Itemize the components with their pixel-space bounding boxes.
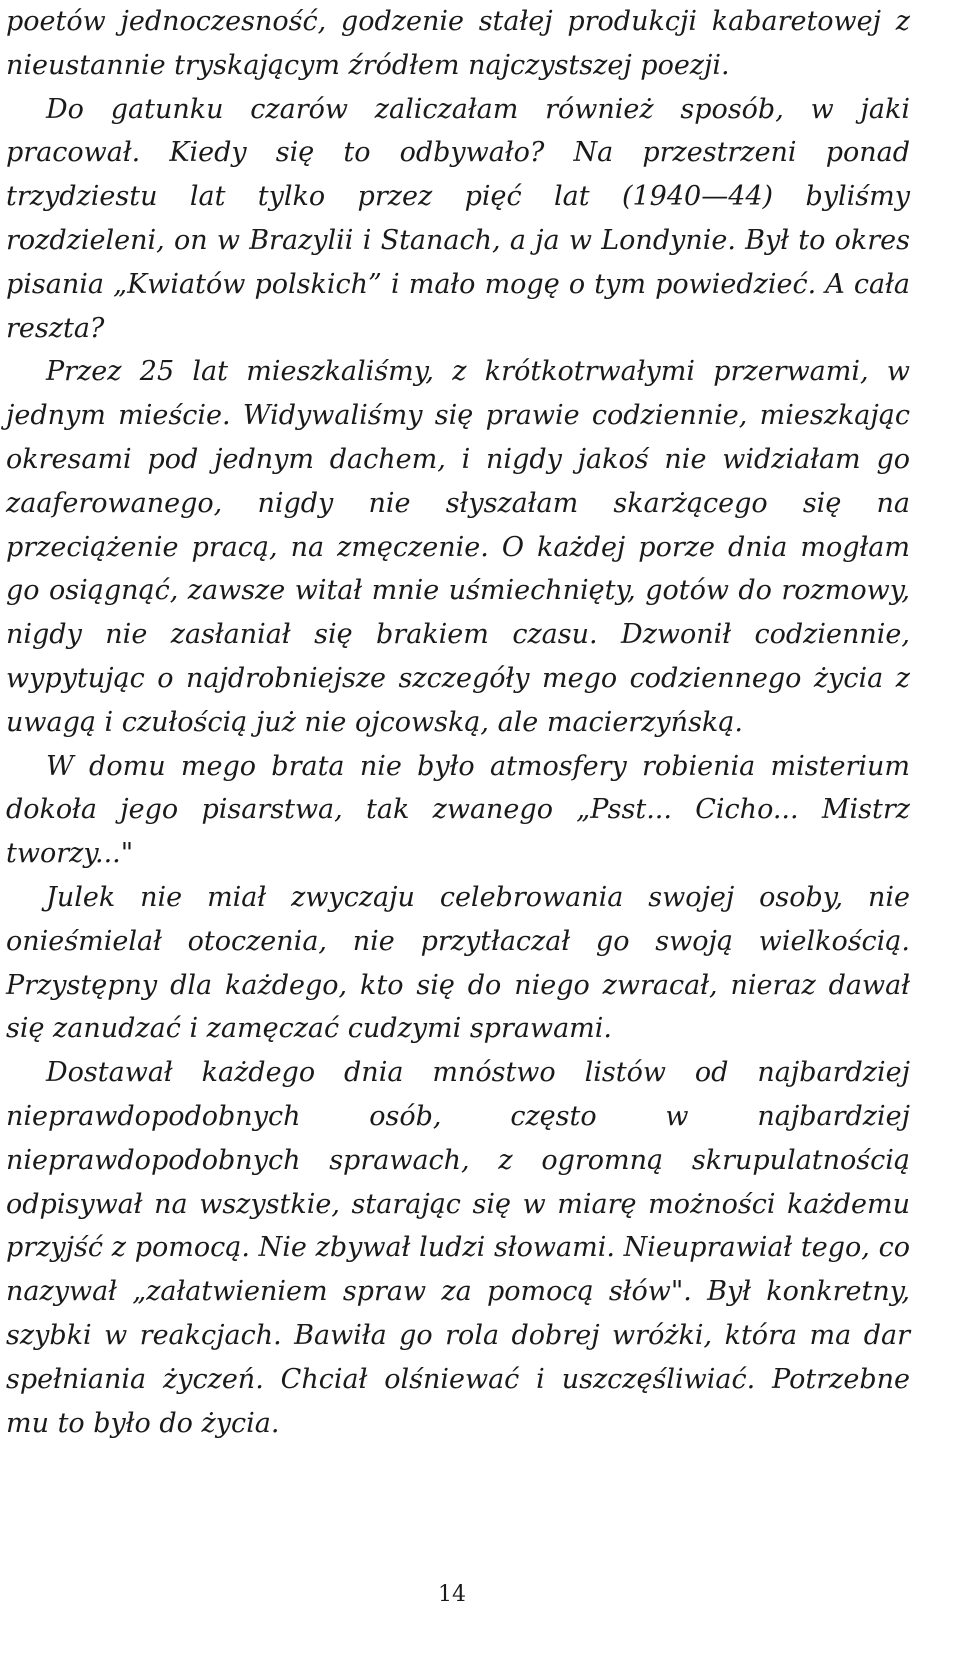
paragraph: poetów jednoczesność, godzenie stałej produkcji kabaretowej z nieustannie tryskającym źródłem najczystszej poezji. (6, 6, 910, 81)
paragraph: Dostawał każdego dnia mnóstwo listów od najbardziej nieprawdopodobnych osób, często w najbardziej nieprawdopodobnych sprawach, z ogromną skrupulatnością odpisywał na wszystkie, starając się w miarę możności każdemu przyjść z pomocą. Nie zbywał ludzi słowami. Nieuprawiał tego, co nazywał „załatwieniem spraw za pomocą słów". Był konkretny, szybki w reakcjach. Bawiła go rola dobrej wróżki, która ma dar spełniania życzeń. Chciał olśniewać i uszczęśliwiać. Potrzebne mu to było do życia. (6, 1057, 910, 1439)
paragraph: Do gatunku czarów zaliczałam również sposób, w jaki pracował. Kiedy się to odbywało? Na przestrzeni ponad trzydziestu lat tylko przez pięć lat (1940—44) byliśmy rozdzieleni, on w Brazylii i Stanach, a ja w Londynie. Był to okres pisania „Kwiatów polskich” i mało mogę o tym powiedzieć. A cała reszta? (6, 93, 910, 344)
page-body (6, 0, 910, 1445)
paragraph: Przez 25 lat mieszkaliśmy, z krótkotrwałymi przerwami, w jednym mieście. Widywaliśmy się prawie codziennie, mieszkając okresami pod jednym dachem, i nigdy jakoś nie widziałam go zaaferowanego, nigdy nie słyszałam skarżącego się na przeciążenie pracą, na zmęczenie. O każdej porze dnia mogłam go osiągnąć, zawsze witał mnie uśmiechnięty, gotów do rozmowy, nigdy nie zasłaniał się brakiem czasu. Dzwonił codziennie, wypytując o najdrobniejsze szczegóły mego codziennego życia z uwagą i czułością już nie ojcowską, ale macierzyńską. (6, 356, 910, 738)
paragraph: W domu mego brata nie było atmosfery robienia misterium dokoła jego pisarstwa, tak zwanego „Psst... Cicho... Mistrz tworzy..." (6, 750, 910, 870)
paragraph: Julek nie miał zwyczaju celebrowania swojej osoby, nie onieśmielał otoczenia, nie przytłaczał go swoją wielkością. Przystępny dla każdego, kto się do niego zwracał, nieraz dawał się zanudzać i zamęczać cudzymi sprawami. (6, 881, 910, 1045)
page-number: 14 (438, 1582, 466, 1607)
